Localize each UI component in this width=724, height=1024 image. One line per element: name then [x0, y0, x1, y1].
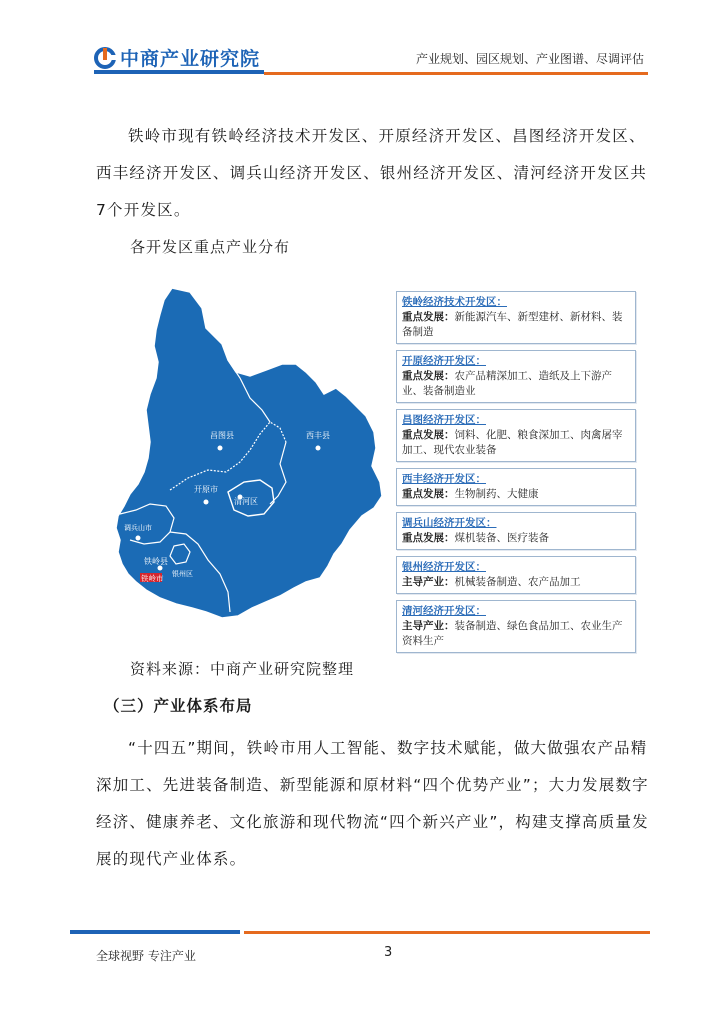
- zone-box: [396, 600, 636, 653]
- zone-key: 主导产业：: [402, 576, 455, 588]
- tieling-map: [110, 282, 390, 622]
- logo-text: 中商产业研究院: [120, 48, 261, 70]
- page-header: [0, 0, 724, 85]
- section-title: （三）产业体系布局: [104, 697, 253, 715]
- zone-desc: 煤机装备、医疗装备: [454, 532, 549, 544]
- zone-key: 重点发展：: [402, 488, 455, 500]
- zone-box: [396, 556, 636, 594]
- footer-slogan: 全球视野 专注产业: [96, 949, 196, 963]
- zone-key: 重点发展：: [402, 311, 455, 323]
- zone-key: 重点发展：: [402, 370, 455, 382]
- label-qinghe: 清河区: [234, 497, 258, 506]
- zone-title: 铁岭经济技术开发区：: [402, 296, 507, 308]
- header-tagline: 产业规划、园区规划、产业图谱、尽调评估: [415, 52, 644, 66]
- zone-desc: 生物制药、大健康: [454, 488, 539, 500]
- zone-desc: 农产品精深加工、造纸及上下游产业、装备制造业: [402, 370, 612, 397]
- label-diaobingshan: 调兵山市: [124, 524, 152, 532]
- paragraph-industry-system: “十四五”期间，铁岭市用人工智能、数字技术赋能，做大做强农产品精深加工、先进装备制造、新型能源和原材料“四个优势产业”；大力发展数字经济、健康养老、文化旅游和现代物流“四个新兴产业”，构建支撑高质量发展的现代产业体系。: [96, 739, 649, 868]
- source-note: 资料来源：中商产业研究院整理: [130, 660, 355, 678]
- marker-changtu: [218, 446, 223, 451]
- label-changtu: 昌图县: [210, 431, 234, 440]
- marker-xifeng: [316, 446, 321, 451]
- zone-box: [396, 409, 636, 462]
- zone-box: [396, 468, 636, 506]
- zone-box: [396, 350, 636, 403]
- logo-icon: [94, 47, 116, 69]
- label-tieling-county: 铁岭县: [144, 557, 168, 566]
- label-kaiyuan: 开原市: [194, 485, 218, 494]
- zone-key: 重点发展：: [402, 532, 455, 544]
- zone-title: 清河经济开发区：: [402, 605, 486, 617]
- figure-caption: 各开发区重点产业分布: [130, 238, 291, 256]
- zone-title: 开原经济开发区：: [402, 355, 486, 367]
- label-xifeng: 西丰县: [306, 431, 330, 440]
- zone-desc: 饲料、化肥、粮食深加工、肉禽屠宰加工、现代农业装备: [402, 429, 623, 456]
- zone-box: [396, 512, 636, 550]
- label-yinzhou: 银州区: [172, 570, 193, 578]
- zone-title: 昌图经济开发区：: [402, 414, 486, 426]
- header-divider-orange: [264, 72, 648, 75]
- zone-title: 银州经济开发区：: [402, 561, 486, 573]
- label-tieling-city: 铁岭市: [141, 574, 164, 583]
- footer-divider-orange: [244, 931, 650, 934]
- paragraph-development-zones: 铁岭市现有铁岭经济技术开发区、开原经济开发区、昌图经济开发区、西丰经济开发区、调兵山经济开发区、银州经济开发区、清河经济开发区共7个开发区。: [96, 127, 648, 219]
- footer-divider-blue: [70, 930, 240, 934]
- header-divider-blue: [94, 70, 264, 74]
- map-region-shape: [116, 288, 382, 618]
- page-number: 3: [384, 945, 393, 960]
- zone-desc: 装备制造、绿色食品加工、农业生产资料生产: [402, 620, 623, 647]
- zone-box: [396, 291, 636, 344]
- zone-title: 西丰经济开发区：: [402, 473, 486, 485]
- zone-key: 重点发展：: [402, 429, 455, 441]
- zone-list: [396, 291, 636, 659]
- zone-desc: 机械装备制造、农产品加工: [454, 576, 581, 588]
- marker-tieling-county: [158, 566, 163, 571]
- zone-key: 主导产业：: [402, 620, 455, 632]
- marker-kaiyuan: [204, 500, 209, 505]
- logo: [94, 44, 260, 71]
- marker-diaobingshan: [136, 536, 141, 541]
- zone-title: 调兵山经济开发区：: [402, 517, 497, 529]
- zone-desc: 新能源汽车、新型建材、新材料、装备制造: [402, 311, 623, 338]
- map-svg: [110, 282, 390, 622]
